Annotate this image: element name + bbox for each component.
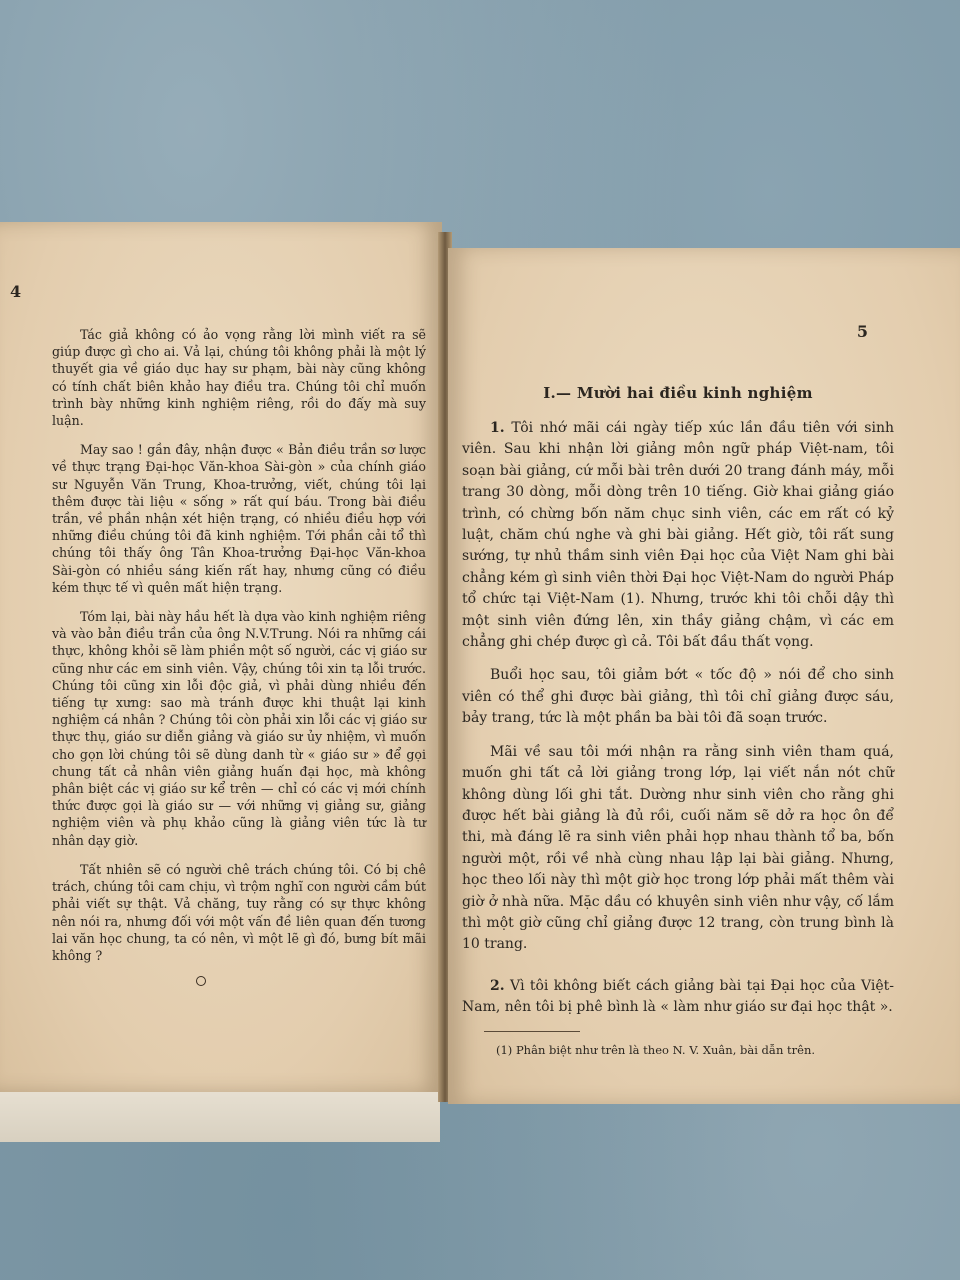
left-paragraph-3: Tóm lại, bài này hầu hết là dựa vào kinh nghiệm riêng và vào bản điều trần của ông N.V.Trung. Nói ra những cái thực, không khỏi sẽ làm phiền một số người, các vị giáo sư cũng như các em sinh viên. Vậy, chúng tôi xin tạ lỗi trước. Chúng tôi cũng xin lỗi độc giả, vì phải dùng nhiều đến tiếng tự xưng: sao mà tránh được khi thuật lại kinh nghiệm cá nhân ? Chúng tôi còn phải xin lỗi các vị giáo sư thực thụ, giáo sư diễn giảng và giáo sư ủy nhiệm, vì muốn cho gọn lời chúng tôi sẽ dùng danh từ « giáo sư » để gọi chung tất cả nhân viên giảng huấn đại học, mà không phân biệt các vị giáo sư kể trên — chỉ có các vị mới chính thức được gọi là giáo sư — với những vị giảng sư, giảng nghiệm viên và phụ khảo cũng là giảng viên tức là tư nhân dạy giờ. [52,609,426,848]
paragraph-number: 1. [490,420,505,436]
right-page-number: 5 [856,322,868,341]
paragraph-text: Tôi nhớ mãi cái ngày tiếp xúc lần đầu tiên với sinh viên. Sau khi nhận lời giảng môn ngữ pháp Việt-nam, tôi soạn bài giảng, cứ mỗi bài trên dưới 20 trang đánh máy, mỗi trang 30 dòng, mỗi dòng trên 10 tiếng. Giờ khai giảng giáo trình, có chừng bốn năm chục sinh viên, các em rất có kỷ luật, chăm chú nghe và ghi bài giảng. Hết giờ, tôi rất sung sướng, tự nhủ thầm sinh viên Đại học của Việt Nam ghi bài chẳng kém gì sinh viên thời Đại học Việt-Nam do người Pháp tổ chức tại Việt-Nam (1). Nhưng, trước khi tôi chỗi dậy thì một sinh viên đứng lên, xin thầy giảng chậm, vì các em chẳng ghi chép được gì cả. Tôi bất đầu thất vọng. [462,420,894,651]
left-page-number: 4 [10,282,22,301]
left-paragraph-4: Tất nhiên sẽ có người chê trách chúng tôi. Có bị chê trách, chúng tôi cam chịu, vì trộm nghĩ con người cầm bút phải viết sự thật. Vả chăng, tuy rằng có sự thực không nên nói ra, nhưng đối với một vấn đề liên quan đến tương lai văn học chung, ta có nên, vì một lẽ gì đó, bưng bít mãi không ? [52,861,426,963]
section-heading: I.— Mười hai điều kinh nghiệm [543,384,813,402]
ornament-icon [196,976,206,986]
paragraph-text: Vì tôi không biết cách giảng bài tại Đại học của Việt-Nam, nên tôi bị phê bình là « làm như giáo sư đại học thật ». [462,977,894,1016]
left-page-text [52,326,426,976]
right-paragraph-1 [462,418,894,653]
left-paragraph-2: May sao ! gần đây, nhận được « Bản điều trần sơ lược về thực trạng Đại-học Văn-khoa Sài-gòn » của chính giáo sư Nguyễn Văn Trung, Khoa-trưởng, viết, chúng tôi lại thêm được tài liệu « sống » rất quí báu. Trong bài điều trần, về phần nhận xét hiện trạng, có nhiều điều hợp với những điều chúng tôi đã kinh nghiệm. Tới phần cải tổ thì chúng tôi thấy ông Tân Khoa-trưởng Đại-học Văn-khoa Sài-gòn có nhiều sáng kiến rất hay, nhưng cũng có điều kém thực tế vì quên mất hiện trạng. [52,442,426,595]
footnote-divider [484,1031,580,1032]
left-paragraph-1: Tác giả không có ảo vọng rằng lời mình viết ra sẽ giúp được gì cho ai. Vả lại, chúng tôi không phải là một lý thuyết gia về giáo dục hay sư phạm, bài này cũng không có tính chất biên khảo hay điều tra. Chúng tôi chỉ muốn trình bày những kinh nghiệm riêng, rồi do đấy mà suy luận. [52,327,426,429]
paragraph-text: Buổi học sau, tôi giảm bớt « tốc độ » nói để cho sinh viên có thể ghi được bài giảng, thì tôi chỉ giảng được sáu, bảy trang, tức là một phần ba bài tôi đã soạn trước. [462,667,894,727]
right-paragraph-2 [462,665,894,729]
right-paragraph-3 [462,742,894,956]
footnote: (1) Phân biệt như trên là theo N. V. Xuân, bài dẫn trên. [496,1042,816,1057]
left-page [0,222,442,1092]
open-book [0,222,960,1140]
paragraph-text: Mãi về sau tôi mới nhận ra rằng sinh viên tham quá, muốn ghi tất cả lời giảng trong lớp, lại viết nắn nót chữ không dùng lối ghi tắt. Dường như sinh viên cho rằng ghi được hết bài giảng là đủ rồi, cuối năm sẽ dở ra học ôn để thi, mà đáng lẽ ra sinh viên phải họp nhau thành tổ ba, bốn người một, rồi về nhà cùng nhau lập lại bài giảng. Nhưng, học theo lối này thì một giờ học trong lớp phải mất thêm vài giờ ở nhà nữa. Mặc dầu có khuyên sinh viên như vậy, cố lắm thì một giờ cũng chỉ giảng được 12 trang, còn trung bình là 10 trang. [462,743,894,953]
paragraph-number: 2. [490,977,505,994]
right-page-text [462,384,894,1058]
right-page [448,248,960,1104]
right-paragraph-4 [462,976,894,1019]
